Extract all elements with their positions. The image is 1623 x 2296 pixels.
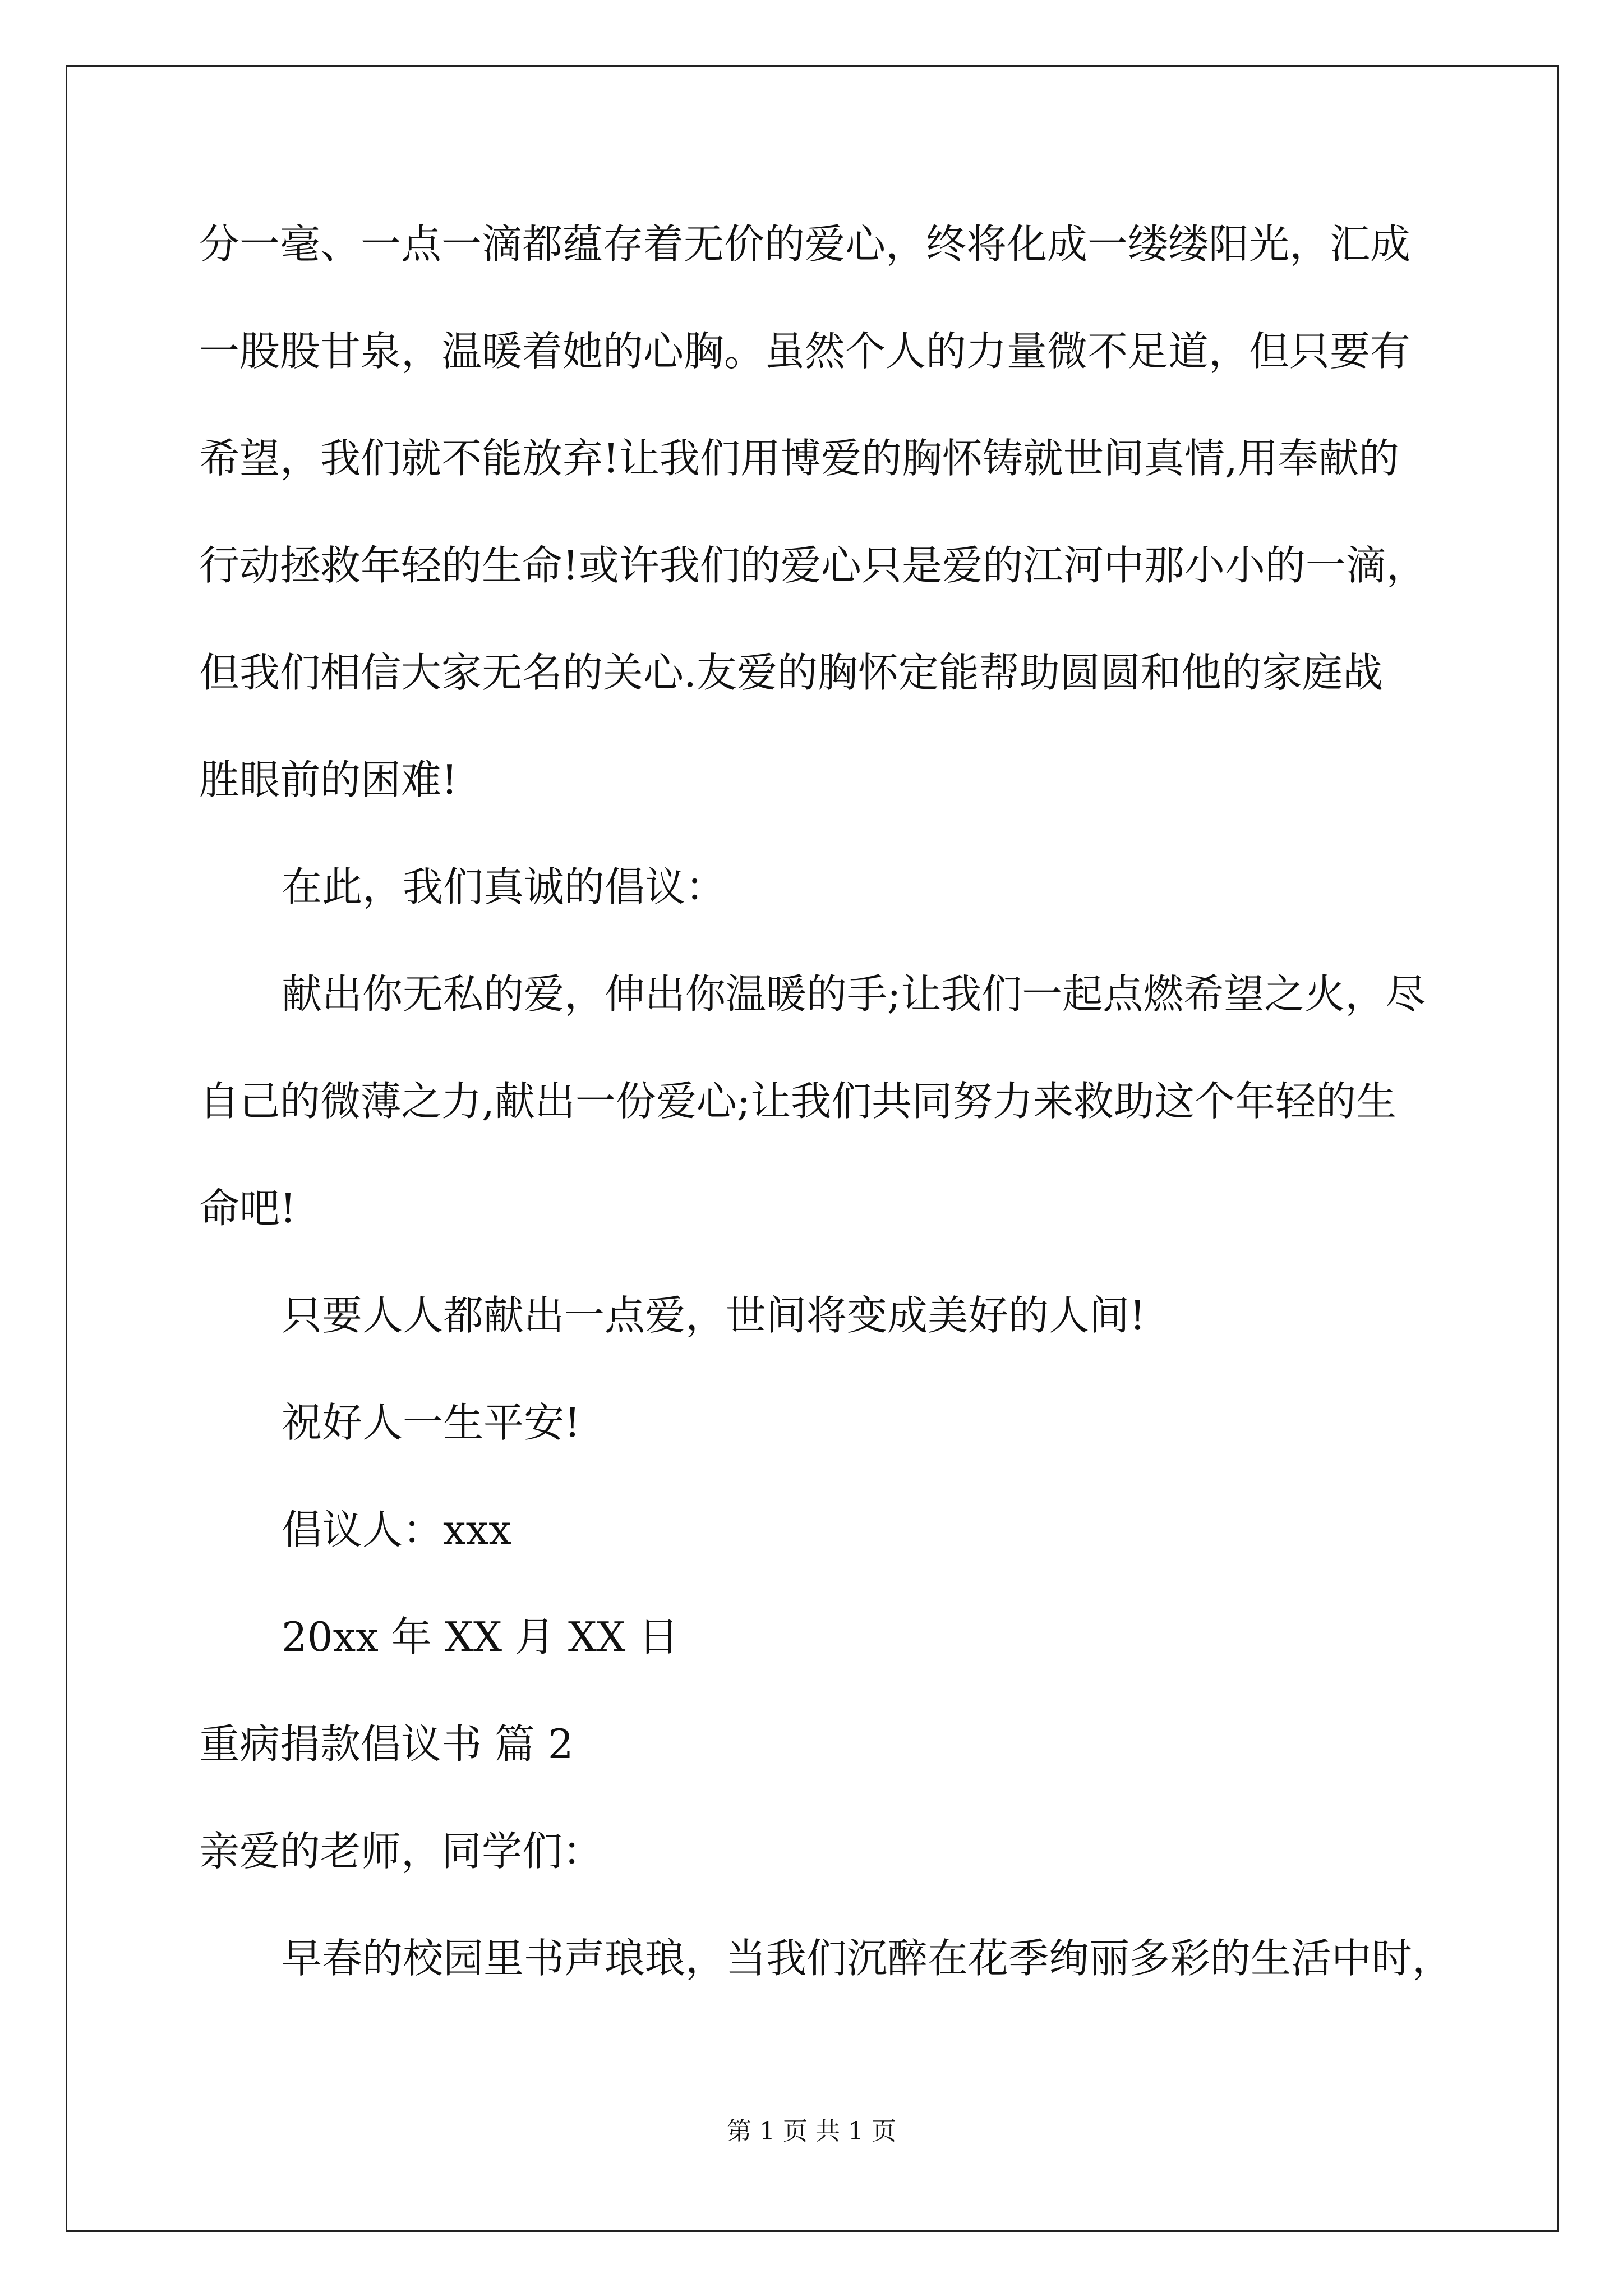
- paragraph-line: 献出你无私的爱，伸出你温暖的手;让我们一起点燃希望之火，尽: [282, 970, 1426, 1018]
- paragraph-line: 分一毫、一点一滴都蕴存着无价的爱心，终将化成一缕缕阳光，汇成: [199, 220, 1411, 268]
- page-number: 第 1 页 共 1 页: [727, 2117, 896, 2146]
- paragraph-line: 命吧!: [199, 1185, 296, 1232]
- paragraph-line: 在此，我们真诚的倡议：: [282, 863, 726, 910]
- paragraph-line: 希望，我们就不能放弃!让我们用博爱的胸怀铸就世间真情,用奉献的: [199, 435, 1399, 482]
- section-heading: 重病捐款倡议书 篇 2: [199, 1720, 574, 1768]
- date-line: 20xx 年 XX 月 XX 日: [282, 1613, 679, 1660]
- paragraph-line: 只要人人都献出一点爱，世间将变成美好的人间!: [282, 1292, 1146, 1339]
- paragraph-line: 一股股甘泉，温暖着她的心胸。虽然个人的力量微不足道，但只要有: [199, 328, 1411, 375]
- paragraph-line: 祝好人一生平安!: [282, 1399, 580, 1446]
- paragraph-line: 早春的校园里书声琅琅，当我们沉醉在花季绚丽多彩的生活中时，: [282, 1935, 1453, 1982]
- paragraph-line: 行动拯救年轻的生命!或许我们的爱心只是爱的江河中那小小的一滴，: [199, 542, 1427, 589]
- paragraph-line: 自己的微薄之力,献出一份爱心;让我们共同努力来救助这个年轻的生: [199, 1078, 1397, 1125]
- salutation: 亲爱的老师，同学们：: [199, 1828, 603, 1875]
- signature-line: 倡议人：xxx: [282, 1506, 511, 1553]
- paragraph-line: 胜眼前的困难!: [199, 756, 458, 803]
- paragraph-line: 但我们相信大家无名的关心.友爱的胸怀定能帮助圆圆和他的家庭战: [199, 649, 1383, 696]
- page-border: [66, 65, 1559, 2232]
